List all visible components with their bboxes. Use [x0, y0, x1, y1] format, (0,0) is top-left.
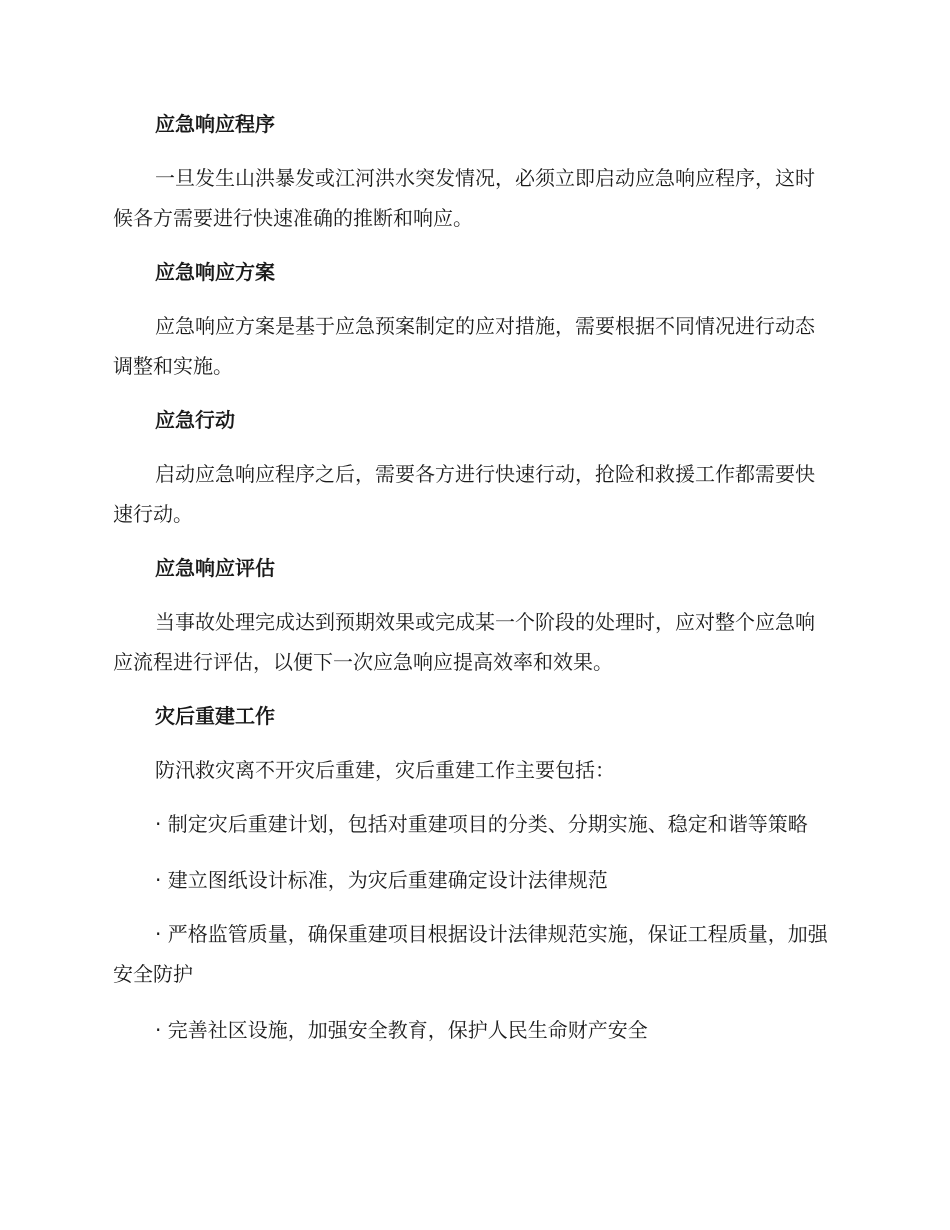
bullet-item-community-facilities: · 完善社区设施，加强安全教育，保护人民生命财产安全 [155, 1018, 648, 1042]
section-body-emergency-action: 启动应急响应程序之后，需要各方进行快速行动，抢险和救援工作都需要快速行动。 [113, 462, 815, 526]
section-body-emergency-plan: 应急响应方案是基于应急预案制定的应对措施，需要根据不同情况进行动态调整和实施。 [113, 314, 815, 378]
section-body-emergency-procedure: 一旦发生山洪暴发或江河洪水突发情况，必须立即启动应急响应程序，这时候各方需要进行快速准确的推断和响应。 [113, 166, 815, 230]
section-heading-reconstruction: 灾后重建工作 [155, 704, 275, 728]
section-body-emergency-evaluation: 当事故处理完成达到预期效果或完成某一个阶段的处理时，应对整个应急响应流程进行评估，以便下一次应急响应提高效率和效果。 [113, 610, 815, 674]
section-heading-emergency-evaluation: 应急响应评估 [155, 556, 275, 580]
section-heading-emergency-plan: 应急响应方案 [155, 260, 275, 284]
document-page [113, 106, 833, 1064]
section-heading-emergency-action: 应急行动 [155, 408, 235, 432]
bullet-item-quality-supervision: · 严格监管质量，确保重建项目根据设计法律规范实施，保证工程质量，加强安全防护 [113, 922, 828, 986]
bullet-item-reconstruction-plan: · 制定灾后重建计划，包括对重建项目的分类、分期实施、稳定和谐等策略 [155, 812, 808, 836]
section-body-reconstruction: 防汛救灾离不开灾后重建，灾后重建工作主要包括： [155, 758, 615, 782]
bullet-item-design-standard: · 建立图纸设计标准，为灾后重建确定设计法律规范 [155, 868, 608, 892]
section-heading-emergency-procedure: 应急响应程序 [155, 112, 275, 136]
